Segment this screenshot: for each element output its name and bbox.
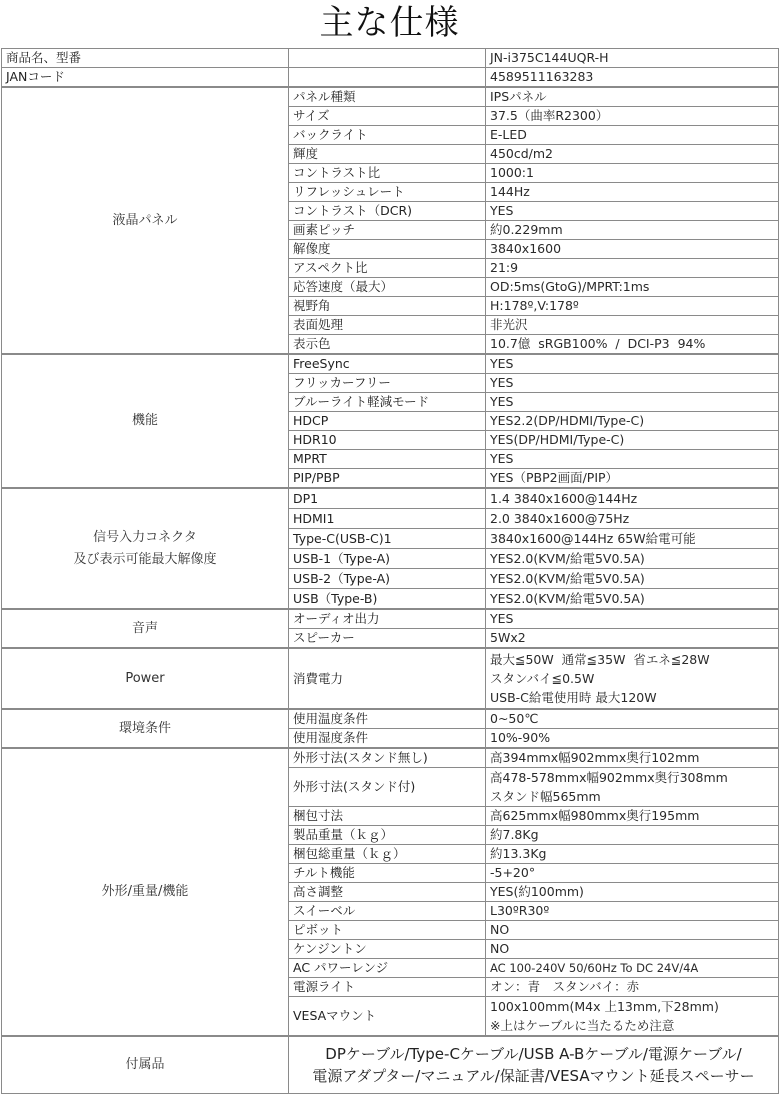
table-row-jan — [2, 68, 779, 88]
spec-label: 視野角 — [289, 297, 486, 316]
spec-value: YES(DP/HDMI/Type-C) — [486, 431, 779, 450]
group-label-audio: 音声 — [2, 609, 289, 648]
spec-label: 外形寸法(スタンド無し) — [289, 748, 486, 768]
value-line: スタンバイ≦0.5W — [490, 671, 595, 686]
spec-label: 外形寸法(スタンド付) — [289, 768, 486, 807]
group-label-panel: 液晶パネル — [2, 87, 289, 354]
spec-value: YES2.2(DP/HDMI/Type-C) — [486, 412, 779, 431]
spec-value: 10%-90% — [486, 729, 779, 749]
spec-value-multiline — [486, 997, 779, 1037]
spec-value: OD:5ms(GtoG)/MPRT:1ms — [486, 278, 779, 297]
spec-label: AC パワーレンジ — [289, 959, 486, 978]
empty-cell — [289, 68, 486, 88]
row-value: 4589511163283 — [486, 68, 779, 88]
accessories-value — [289, 1036, 779, 1094]
spec-value: H:178º,V:178º — [486, 297, 779, 316]
spec-label: USB-1（Type-A) — [289, 549, 486, 569]
spec-label: DP1 — [289, 488, 486, 509]
spec-label: 使用温度条件 — [289, 709, 486, 729]
spec-value: 約13.3Kg — [486, 845, 779, 864]
spec-label: スイーベル — [289, 902, 486, 921]
spec-value: L30ºR30º — [486, 902, 779, 921]
spec-label: ブルーライト軽減モード — [289, 393, 486, 412]
spec-label: USB-2（Type-A) — [289, 569, 486, 589]
group-label-inputs — [2, 488, 289, 609]
spec-value: YES2.0(KVM/給電5V0.5A) — [486, 549, 779, 569]
spec-label: ピボット — [289, 921, 486, 940]
spec-value: IPSパネル — [486, 87, 779, 107]
spec-label: コントラスト（DCR) — [289, 202, 486, 221]
value-line: 高478-578mmx幅902mmx奥行308mm — [490, 770, 728, 785]
spec-label: フリッカーフリー — [289, 374, 486, 393]
table-row — [2, 87, 779, 107]
table-row — [2, 748, 779, 768]
spec-value: YES — [486, 374, 779, 393]
group-label-line: 信号入力コネクタ — [93, 529, 197, 545]
spec-value: 約7.8Kg — [486, 826, 779, 845]
value-line: 100x100mm(M4x 上13mm,下28mm) — [490, 999, 719, 1014]
spec-value: 1000:1 — [486, 164, 779, 183]
spec-label: 表面処理 — [289, 316, 486, 335]
group-label-line: 及び表示可能最大解像度 — [73, 551, 217, 567]
spec-value: 高394mmx幅902mmx奥行102mm — [486, 748, 779, 768]
value-line: DPケーブル/Type-Cケーブル/USB A-Bケーブル/電源ケーブル/ — [325, 1045, 742, 1063]
spec-value: YES(約100mm) — [486, 883, 779, 902]
spec-value-multiline — [486, 648, 779, 709]
spec-value: 10.7億 sRGB100% / DCI-P3 94% — [486, 335, 779, 355]
spec-value: YES2.0(KVM/給電5V0.5A) — [486, 589, 779, 610]
spec-label: MPRT — [289, 450, 486, 469]
spec-value: YES — [486, 450, 779, 469]
group-label-features: 機能 — [2, 354, 289, 488]
spec-value: 450cd/m2 — [486, 145, 779, 164]
spec-label: 輝度 — [289, 145, 486, 164]
group-label-power: Power — [2, 648, 289, 709]
spec-label: チルト機能 — [289, 864, 486, 883]
row-label: JANコード — [2, 68, 289, 88]
spec-label: VESAマウント — [289, 997, 486, 1037]
row-label: 商品名、型番 — [2, 49, 289, 68]
spec-label: コントラスト比 — [289, 164, 486, 183]
spec-label: FreeSync — [289, 354, 486, 374]
spec-value: 2.0 3840x1600@75Hz — [486, 509, 779, 529]
spec-label: パネル種類 — [289, 87, 486, 107]
value-line: スタンド幅565mm — [490, 789, 601, 804]
spec-label: バックライト — [289, 126, 486, 145]
spec-value: YES — [486, 393, 779, 412]
spec-value: 1.4 3840x1600@144Hz — [486, 488, 779, 509]
spec-value: 3840x1600 — [486, 240, 779, 259]
spec-value: -5+20° — [486, 864, 779, 883]
spec-value: YES — [486, 202, 779, 221]
spec-value: AC 100-240V 50/60Hz To DC 24V/4A — [486, 959, 779, 978]
group-label-environment: 環境条件 — [2, 709, 289, 748]
table-row — [2, 354, 779, 374]
table-row-model — [2, 49, 779, 68]
spec-value: 約0.229mm — [486, 221, 779, 240]
spec-value: NO — [486, 921, 779, 940]
spec-value: YES2.0(KVM/給電5V0.5A) — [486, 569, 779, 589]
spec-label: PIP/PBP — [289, 469, 486, 489]
value-line: 電源アダプター/マニュアル/保証書/VESAマウント延長スペーサー — [312, 1067, 755, 1085]
value-line: 最大≦50W 通常≦35W 省エネ≦28W — [490, 652, 710, 667]
spec-label: HDMI1 — [289, 509, 486, 529]
spec-label: リフレッシュレート — [289, 183, 486, 202]
spec-label: 梱包寸法 — [289, 807, 486, 826]
value-line: ※上はケーブルに当たるため注意 — [490, 1018, 675, 1033]
spec-value: 3840x1600@144Hz 65W給電可能 — [486, 529, 779, 549]
spec-label: HDR10 — [289, 431, 486, 450]
spec-label: 電源ライト — [289, 978, 486, 997]
table-row-accessories — [2, 1036, 779, 1094]
spec-value: オン：青 スタンバイ：赤 — [486, 978, 779, 997]
spec-label: Type-C(USB-C)1 — [289, 529, 486, 549]
page-title: 主な仕様 — [319, 3, 460, 43]
table-row — [2, 648, 779, 709]
spec-value: E-LED — [486, 126, 779, 145]
empty-cell — [289, 49, 486, 68]
spec-label: オーディオ出力 — [289, 609, 486, 629]
spec-label: 消費電力 — [289, 648, 486, 709]
spec-value: NO — [486, 940, 779, 959]
spec-label: 使用湿度条件 — [289, 729, 486, 749]
value-line: USB-C給電使用時 最大120W — [490, 690, 657, 705]
spec-label: 製品重量（ｋｇ） — [289, 826, 486, 845]
spec-label: 梱包総重量（ｋｇ） — [289, 845, 486, 864]
table-row — [2, 709, 779, 729]
spec-label: サイズ — [289, 107, 486, 126]
spec-label: 解像度 — [289, 240, 486, 259]
spec-label: USB（Type-B) — [289, 589, 486, 610]
spec-value-multiline — [486, 768, 779, 807]
spec-label: HDCP — [289, 412, 486, 431]
group-label-physical: 外形/重量/機能 — [2, 748, 289, 1036]
spec-value: YES — [486, 609, 779, 629]
spec-value: 21:9 — [486, 259, 779, 278]
spec-label: 画素ピッチ — [289, 221, 486, 240]
table-row — [2, 609, 779, 629]
group-label-accessories: 付属品 — [2, 1036, 289, 1094]
spec-label: 応答速度（最大） — [289, 278, 486, 297]
row-value: JN-i375C144UQR-H — [486, 49, 779, 68]
spec-label: 表示色 — [289, 335, 486, 355]
spec-value: YES（PBP2画面/PIP） — [486, 469, 779, 489]
spec-value: 37.5（曲率R2300） — [486, 107, 779, 126]
spec-label: アスペクト比 — [289, 259, 486, 278]
spec-value: 5Wx2 — [486, 629, 779, 649]
spec-value: 144Hz — [486, 183, 779, 202]
spec-label: ケンジントン — [289, 940, 486, 959]
spec-label: 高さ調整 — [289, 883, 486, 902]
spec-value: YES — [486, 354, 779, 374]
spec-table — [1, 48, 779, 1094]
spec-value: 高625mmx幅980mmx奥行195mm — [486, 807, 779, 826]
table-row — [2, 488, 779, 509]
spec-label: スピーカー — [289, 629, 486, 649]
spec-value: 0~50℃ — [486, 709, 779, 729]
spec-value: 非光沢 — [486, 316, 779, 335]
